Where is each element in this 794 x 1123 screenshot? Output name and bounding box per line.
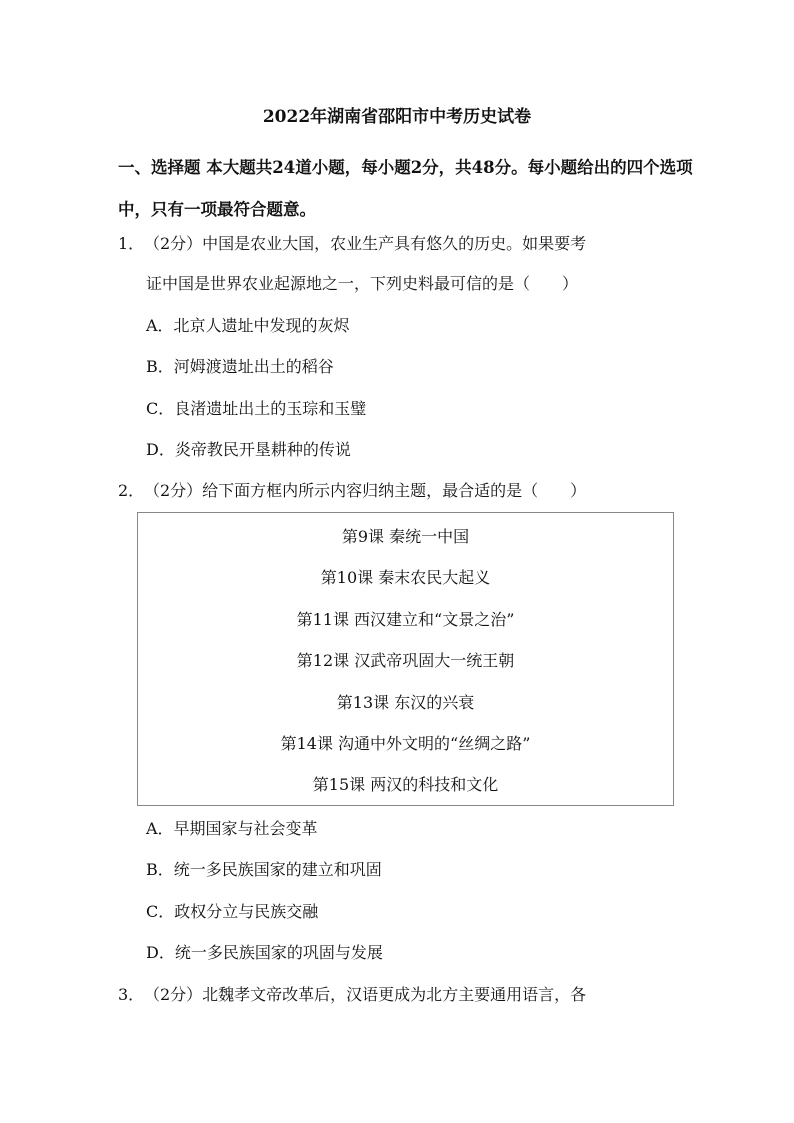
question-1-number: 1．	[118, 234, 145, 253]
question-1-option-d: D．炎帝教民开垦耕种的传说	[146, 440, 351, 459]
question-1-option-c: C．良渚遗址出土的玉琮和玉璧	[146, 399, 367, 418]
section-heading: 一、选择题 本大题共24道小题，每小题2分，共48分。每小题给出的四个选项中，只有一项最符合题意。	[118, 158, 693, 219]
box-line-4: 第12课 汉武帝巩固大一统王朝	[296, 651, 515, 670]
question-2-number: 2．	[118, 481, 145, 500]
question-1-option-a: A．北京人遗址中发现的灰烬	[146, 316, 350, 335]
question-1-option-b: B．河姆渡遗址出土的稻谷	[146, 357, 334, 376]
question-1-text-line-1: （2分）中国是农业大国，农业生产具有悠久的历史。如果要考	[144, 234, 587, 253]
box-line-5: 第13课 东汉的兴衰	[336, 693, 475, 712]
question-3-number: 3．	[118, 985, 145, 1004]
box-line-3: 第11课 西汉建立和“文景之治”	[296, 610, 515, 629]
question-1-text-line-2: 证中国是世界农业起源地之一，下列史料最可信的是（ ）	[146, 274, 579, 293]
page-title: 2022年湖南省邵阳市中考历史试卷	[262, 107, 532, 127]
box-line-2: 第10课 秦末农民大起义	[320, 568, 491, 587]
question-2-option-b: B．统一多民族国家的建立和巩固	[146, 860, 382, 879]
question-2-option-a: A．早期国家与社会变革	[146, 819, 318, 838]
box-line-1: 第9课 秦统一中国	[341, 527, 470, 546]
lesson-list-box	[137, 512, 674, 806]
box-line-7: 第15课 两汉的科技和文化	[312, 775, 499, 794]
question-2-text-line-1: （2分）给下面方框内所示内容归纳主题，最合适的是（ ）	[144, 481, 587, 500]
box-line-6: 第14课 沟通中外文明的“丝绸之路”	[280, 734, 531, 753]
question-2-option-c: C．政权分立与民族交融	[146, 902, 319, 921]
question-3-text-line-1: （2分）北魏孝文帝改革后，汉语更成为北方主要通用语言，各	[144, 985, 587, 1004]
question-2-option-d: D．统一多民族国家的巩固与发展	[146, 943, 383, 962]
